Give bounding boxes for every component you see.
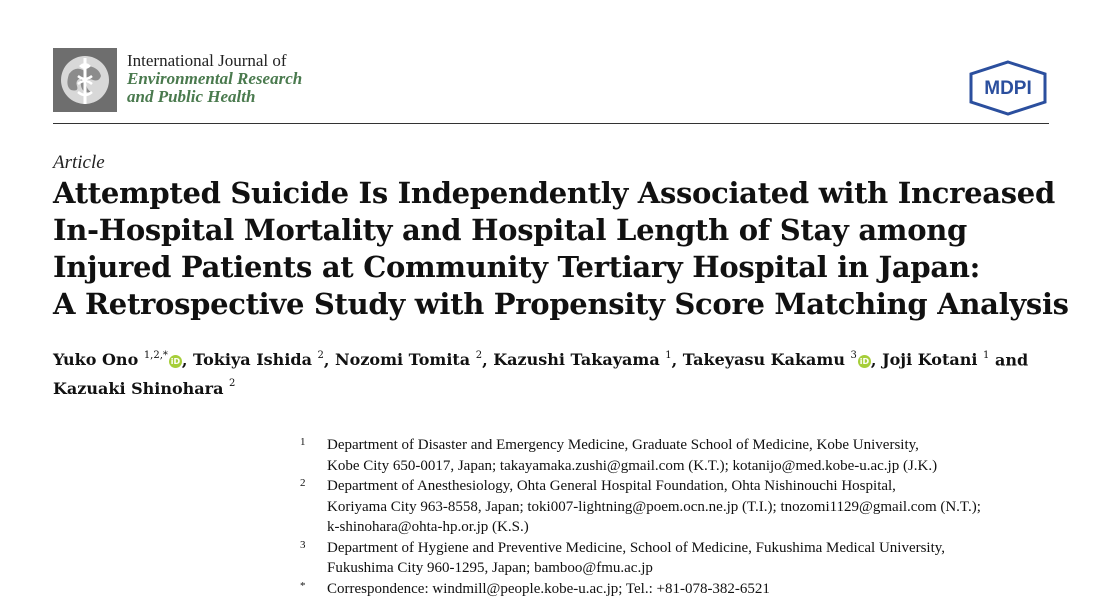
author-separator: , (671, 350, 683, 370)
author-affiliation-ref: 1,2,* (143, 350, 168, 361)
author-affiliation-ref: 2 (317, 350, 324, 361)
affiliation-item (300, 538, 1060, 579)
affiliation-text: Fukushima City 960-1295, Japan; bamboo@fmu.ac.jp (327, 560, 653, 576)
title-line: In-Hospital Mortality and Hospital Length of Stay among (53, 213, 967, 247)
affiliation-item (300, 435, 1060, 476)
author (53, 350, 182, 369)
orcid-icon[interactable]: iD (859, 357, 870, 367)
header-divider (53, 123, 1049, 124)
author (493, 350, 671, 369)
affiliation-number: 1 (300, 436, 306, 448)
author-name: Kazuaki Shinohara (53, 378, 230, 398)
author (335, 350, 482, 369)
journal-logo-icon (53, 48, 117, 112)
author (193, 350, 324, 369)
publisher-logo-text: MDPI (984, 78, 1032, 99)
author-separator: , (323, 350, 336, 370)
author-list (53, 344, 1063, 401)
article-type: Article (53, 152, 105, 173)
affiliation-text: k-shinohara@ohta-hp.or.jp (K.S.) (327, 519, 529, 535)
affiliation-number: 3 (300, 538, 306, 551)
affiliation-text: Department of Disaster and Emergency Medicine, Graduate School of Medicine, Kobe University, (327, 437, 919, 453)
affiliation-text: Kobe City 650-0017, Japan; takayamaka.zushi@gmail.com (K.T.); kotanijo@med.kobe-u.ac.jp (J.K.) (327, 457, 938, 474)
title-line: Attempted Suicide Is Independently Associated with Increased (53, 176, 1055, 210)
affiliation-item (300, 476, 1060, 538)
title-line: Injured Patients at Community Tertiary Hospital in Japan: (53, 250, 981, 284)
article-title (53, 175, 1069, 323)
author (683, 350, 871, 369)
mdpi-logo-icon (967, 60, 1049, 116)
affiliation-number: * (300, 579, 306, 592)
journal-name-line2: Environmental Research (127, 69, 303, 88)
author-affiliation-ref: 1 (665, 350, 672, 361)
author-name: Nozomi Tomita (335, 350, 476, 370)
author-name: Kazushi Takayama (493, 350, 666, 370)
author-separator: , (870, 350, 883, 370)
author-affiliation-ref: 2 (229, 378, 236, 390)
author-name: Tokiya Ishida (193, 350, 318, 370)
journal-name-line1: International Journal of (127, 51, 287, 70)
affiliation-item (300, 579, 1060, 600)
author-name: Yuko Ono (53, 350, 144, 370)
author (53, 379, 235, 398)
affiliation-list (300, 435, 1060, 599)
title-line: A Retrospective Study with Propensity Score Matching Analysis (53, 287, 1069, 321)
author-affiliation-ref: 2 (475, 350, 483, 361)
author-name: Joji Kotani (882, 350, 984, 370)
author-separator: , (482, 350, 494, 370)
affiliation-number: 2 (300, 477, 306, 489)
affiliation-text: Koriyama City 963-8558, Japan; toki007-lightning@poem.ocn.ne.jp (T.I.); tnozomi1129@gmail.com (N.T.); (327, 498, 981, 515)
journal-name-line3: and Public Health (127, 87, 256, 106)
affiliation-text: Department of Anesthesiology, Ohta General Hospital Foundation, Ohta Nishinouchi Hospital, (327, 478, 896, 494)
author-affiliation-ref: 1 (983, 350, 990, 361)
orcid-icon[interactable]: iD (170, 357, 181, 367)
author-name: Takeyasu Kakamu (682, 350, 851, 370)
author-separator: , (181, 350, 194, 370)
author-separator: and (989, 350, 1029, 370)
affiliation-text: Correspondence: windmill@people.kobe-u.ac.jp; Tel.: +81-078-382-6521 (327, 580, 770, 597)
author-affiliation-ref: 3 (850, 350, 857, 361)
journal-name (127, 52, 302, 106)
affiliation-text: Department of Hygiene and Preventive Medicine, School of Medicine, Fukushima Medical University, (327, 539, 946, 556)
author (882, 350, 989, 369)
journal-header (53, 48, 1049, 124)
